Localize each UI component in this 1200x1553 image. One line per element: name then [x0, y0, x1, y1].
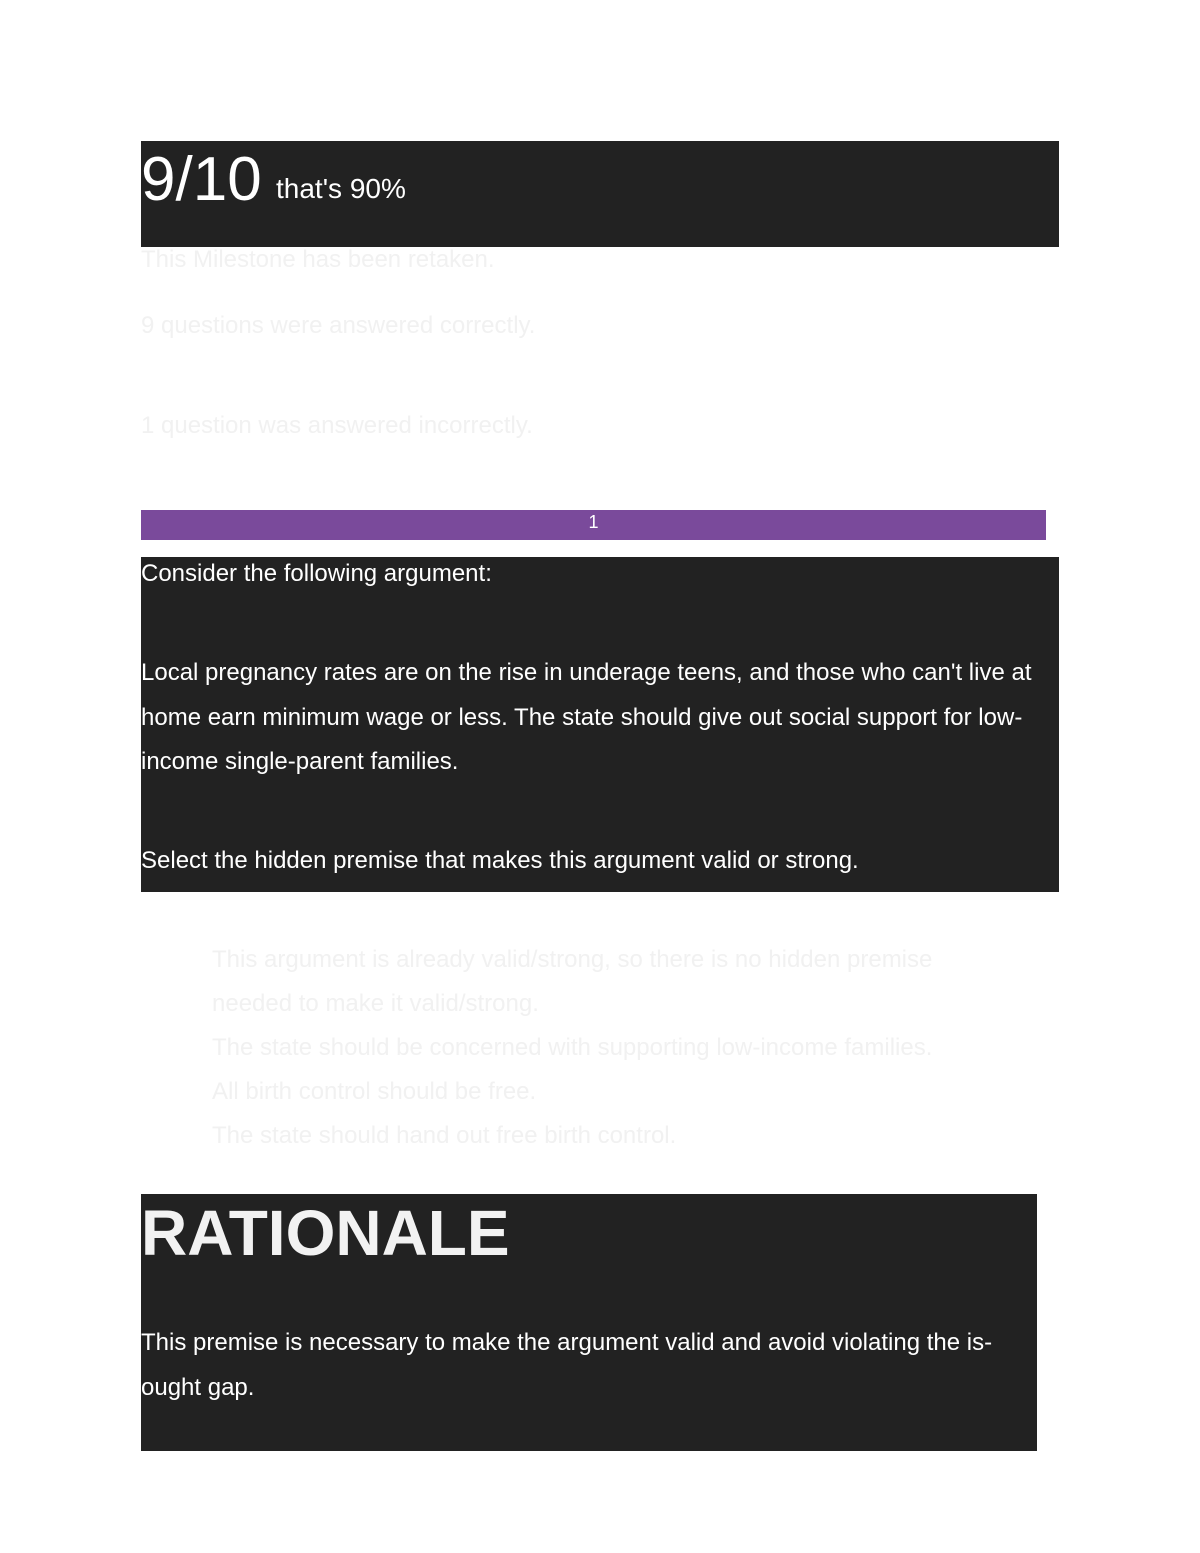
question-prompt: Consider the following argument: [141, 560, 492, 587]
question-panel [141, 557, 1059, 892]
answer-option[interactable]: The state should be concerned with supporting low-income families. [212, 1034, 933, 1061]
answer-options [212, 938, 992, 1158]
score-fraction: 9/10 [141, 145, 262, 214]
answer-option[interactable]: This argument is already valid/strong, so there is no hidden premise needed to make it valid/strong. [212, 946, 933, 1017]
score-percent: that's 90% [276, 173, 406, 204]
correct-count: 9 questions were answered correctly. [141, 312, 536, 339]
score-header [141, 141, 1059, 247]
rationale-title: RATIONALE [141, 1197, 510, 1269]
question-argument: Local pregnancy rates are on the rise in underage teens, and those who can't live at home earn minimum wage or less. The state should give out social support for low-income single-parent families. [141, 659, 1032, 775]
rationale-text: This premise is necessary to make the argument valid and avoid violating the is-ought gap. [141, 1329, 993, 1401]
incorrect-count: 1 question was answered incorrectly. [141, 412, 533, 439]
answer-option[interactable]: All birth control should be free. [212, 1078, 537, 1105]
retaken-notice: This Milestone has been retaken. [141, 246, 495, 273]
question-instruction: Select the hidden premise that makes this argument valid or strong. [141, 847, 859, 874]
rationale-panel [141, 1194, 1037, 1451]
answer-option[interactable]: The state should hand out free birth control. [212, 1122, 677, 1149]
question-number-bar: 1 [141, 510, 1046, 540]
